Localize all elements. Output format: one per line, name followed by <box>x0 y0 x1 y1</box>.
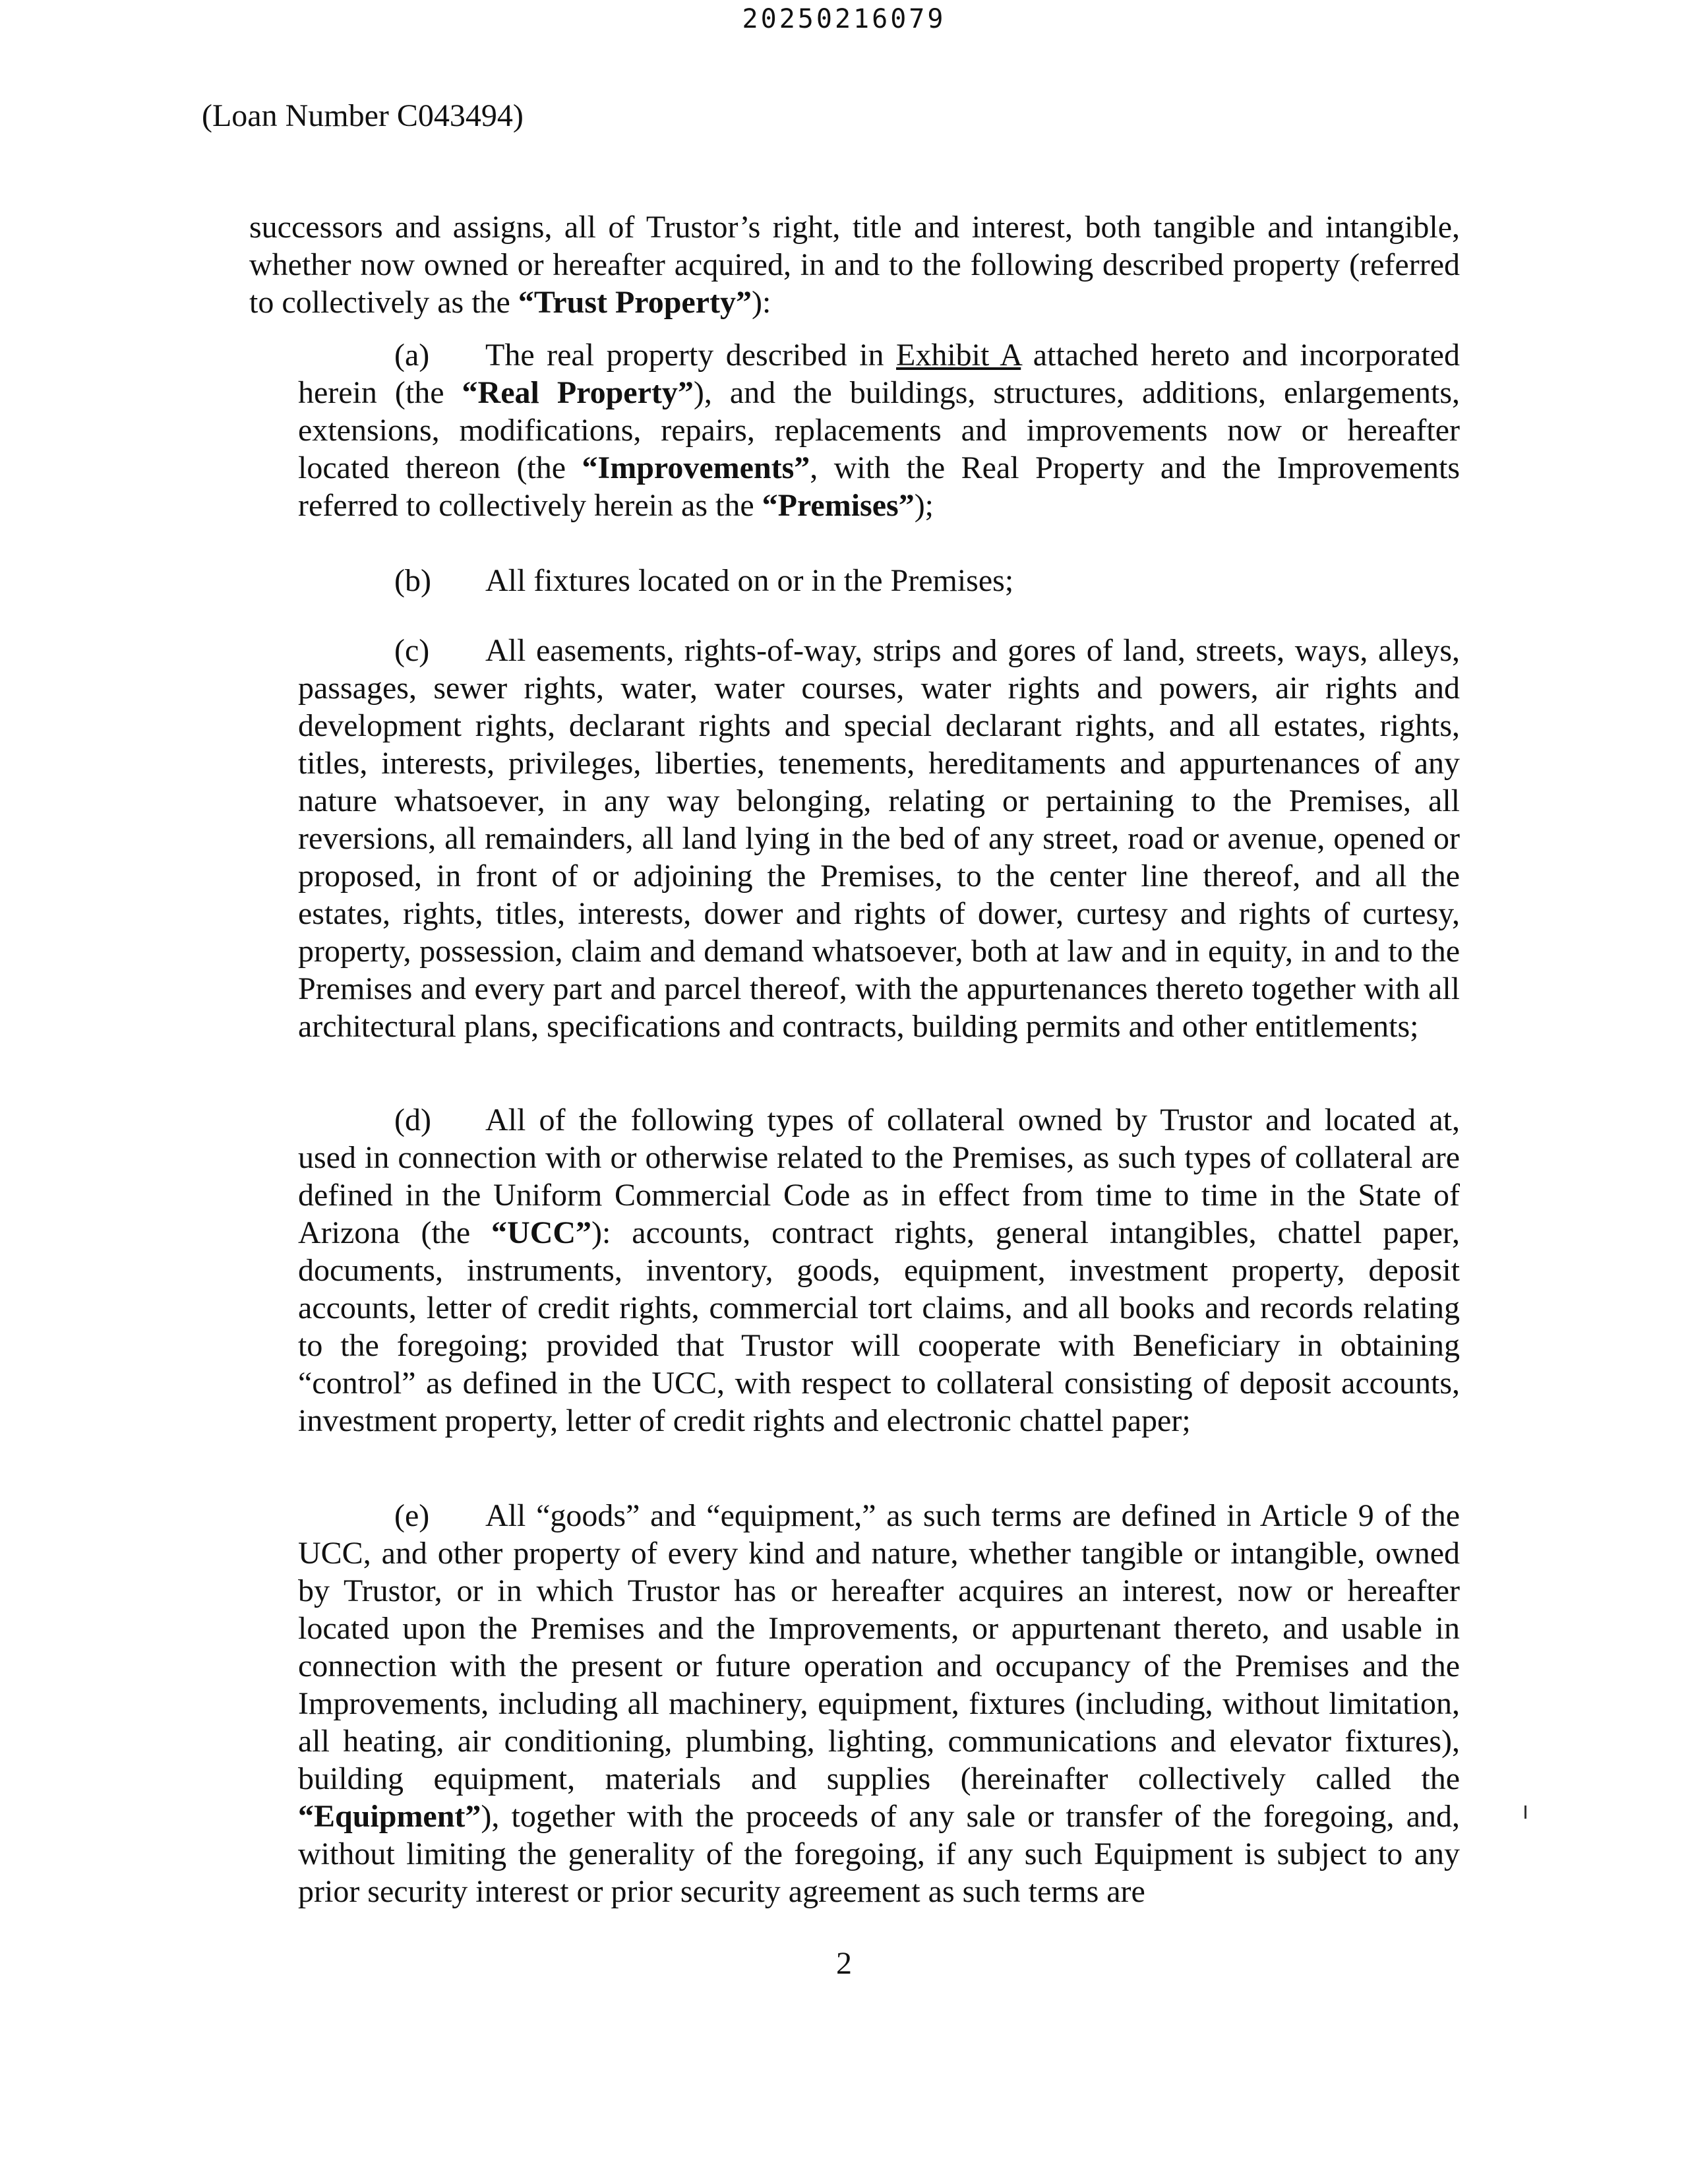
loan-number-header: (Loan Number C043494) <box>202 98 524 133</box>
clause-c <box>298 632 1460 1045</box>
clause-text: , with the Real Property and the Improvements referred to collectively herein as the <box>298 450 1461 523</box>
clause-text: All fixtures located on or in the Premises; <box>485 563 1014 598</box>
clause-text: All easements, rights-of-way, strips and gores of land, streets, ways, alleys, passages, sewer rights, water, water courses, water rights and powers, air rights and development rights, declarant rights and special declarant rights, and all estates, rights, titles, interests, privileges, liberties, tenements, hereditaments and appurtenances of any nature whatsoever, in any way belonging, relating or pertaining to the Premises, all reversions, all remainders, all land lying in the bed of any street, road or avenue, opened or proposed, in front of or adjoining the Premises, to the center line thereof, and all the estates, rights, titles, interests, dower and rights of dower, curtesy and rights of curtesy, property, possession, claim and demand whatsoever, both at law and in equity, in and to the Premises and every part and parcel thereof, with the appurtenances thereto together with all architectural plans, specifications and contracts, building permits and other entitlements; <box>298 633 1460 1044</box>
clause-text: ), and the buildings, structures, additions, enlargements, extensions, modifications, repairs, replacements and improvements now or hereafter located thereon (the <box>298 375 1461 485</box>
clause-e <box>298 1497 1460 1910</box>
clause-a <box>298 336 1460 524</box>
clause-text: ), together with the proceeds of any sale or transfer of the foregoing, and, without limiting the generality of the foregoing, if any such Equipment is subject to any prior security interest or prior security agreement as such terms are <box>298 1799 1460 1909</box>
page-number: 2 <box>836 1946 852 1981</box>
clause-text: ): accounts, contract rights, general intangibles, chattel paper, documents, instruments, inventory, goods, equipment, investment property, deposit accounts, letter of credit rights, commercial tort claims, and all books and records relating to the foregoing; provided that Trustor will cooperate with Beneficiary in obtaining “control” as defined in the UCC, with respect to collateral consisting of deposit accounts, investment property, letter of credit rights and electronic chattel paper; <box>298 1215 1460 1438</box>
clause-b <box>298 562 1460 599</box>
clause-text: All “goods” and “equipment,” as such terms are defined in Article 9 of the UCC, and other property of every kind and nature, whether tangible or intangible, owned by Trustor, or in which Trustor has or hereafter acquires an interest, now or hereafter located upon the Premises and the Improvements, or appurtenant thereto, and usable in connection with the present or future operation and occupancy of the Premises and the Improvements, including all machinery, equipment, fixtures (including, without limitation, all heating, air conditioning, plumbing, lighting, communications and elevator fixtures), building equipment, materials and supplies (hereinafter collectively called the <box>298 1498 1460 1796</box>
defined-term-trust-property: “Trust Property” <box>518 285 752 320</box>
intro-text: successors and assigns, all of Trustor’s right, title and interest, both tangible and intangible, whether now owned or hereafter acquired, in and to the following described property (referred to collectively as the <box>249 210 1460 320</box>
defined-term-real-property: “Real Property” <box>462 375 694 410</box>
clause-label: (d) <box>394 1103 431 1138</box>
recording-number: 20250216079 <box>742 4 946 34</box>
defined-term-ucc: “UCC” <box>491 1215 592 1250</box>
clause-text: The real property described in <box>485 338 897 373</box>
clause-text: All of the following types of collateral owned by Trustor and located at, used in connection with or otherwise related to the Premises, as such types of collateral are defined in the Uniform Commercial Code as in effect from time to time in the State of Arizona (the <box>298 1103 1460 1250</box>
clause-label: (c) <box>394 633 430 668</box>
clause-label: (a) <box>394 338 430 373</box>
clause-d <box>298 1101 1460 1440</box>
margin-mark <box>1524 1805 1526 1819</box>
clause-label: (b) <box>394 563 431 598</box>
intro-paragraph <box>249 208 1460 321</box>
intro-text-end: ): <box>752 285 771 320</box>
defined-term-equipment: “Equipment” <box>298 1799 481 1834</box>
clause-label: (e) <box>394 1498 430 1533</box>
clause-text: ); <box>914 488 934 523</box>
defined-term-improvements: “Improvements” <box>582 450 810 485</box>
exhibit-a-reference: Exhibit A <box>896 338 1021 373</box>
clause-text: attached hereto and incorporated herein (the <box>298 338 1460 410</box>
defined-term-premises: “Premises” <box>762 488 915 523</box>
